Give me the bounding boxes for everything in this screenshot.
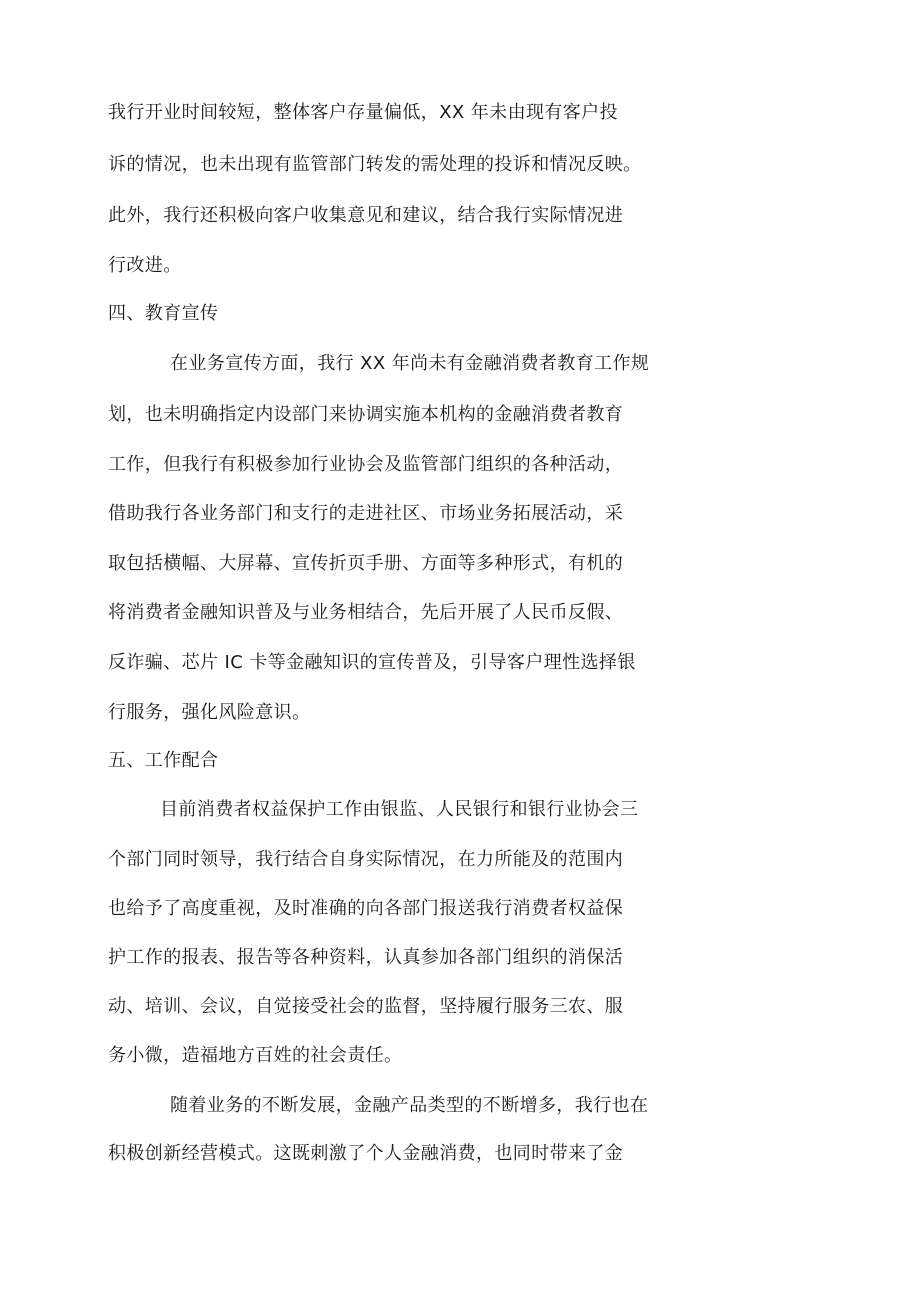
paragraph-line: 随着业务的不断发展，金融产品类型的不断增多，我行也在 [170,1095,649,1116]
paragraph-line: 行服务，强化风险意识。 [108,702,311,723]
paragraph-line: 也给予了高度重视，及时准确的向各部门报送我行消费者权益保 [108,898,624,919]
paragraph-line: 在业务宣传方面，我行 XX 年尚未有金融消费者教育工作规 [170,353,650,374]
paragraph-line: 此外，我行还积极向客户收集意见和建议，结合我行实际情况进 [108,205,624,226]
paragraph-line: 我行开业时间较短，整体客户存量偏低，XX 年未由现有客户投 [108,102,618,123]
paragraph-line: 反诈骗、芯片 IC 卡等金融知识的宣传普及，引导客户理性选择银 [108,652,636,673]
paragraph-line: 目前消费者权益保护工作由银监、人民银行和银行业协会三 [160,799,639,820]
section-heading-cooperation: 五、工作配合 [108,750,219,771]
paragraph-line: 将消费者金融知识普及与业务相结合，先后开展了人民币反假、 [108,602,624,623]
paragraph-line: 划，也未明确指定内设部门来协调实施本机构的金融消费者教育 [108,404,624,425]
paragraph-line: 动、培训、会议，自觉接受社会的监督，坚持履行服务三农、服 [108,996,624,1017]
paragraph-line: 借助我行各业务部门和支行的走进社区、市场业务拓展活动，采 [108,503,624,524]
paragraph-line: 务小微，造福地方百姓的社会责任。 [108,1045,403,1066]
paragraph-line: 个部门同时领导，我行结合自身实际情况，在力所能及的范围内 [108,849,624,870]
paragraph-line: 取包括横幅、大屏幕、宣传折页手册、方面等多种形式，有机的 [108,553,624,574]
paragraph-line: 积极创新经营模式。这既刺激了个人金融消费，也同时带来了金 [108,1143,624,1164]
section-heading-education: 四、教育宣传 [108,303,219,324]
paragraph-line: 护工作的报表、报告等各种资料，认真参加各部门组织的消保活 [108,947,624,968]
paragraph-line: 诉的情况，也未出现有监管部门转发的需处理的投诉和情况反映。 [108,154,642,175]
paragraph-line: 行改进。 [108,255,182,276]
paragraph-line: 工作，但我行有积极参加行业协会及监管部门组织的各种活动， [108,454,624,475]
